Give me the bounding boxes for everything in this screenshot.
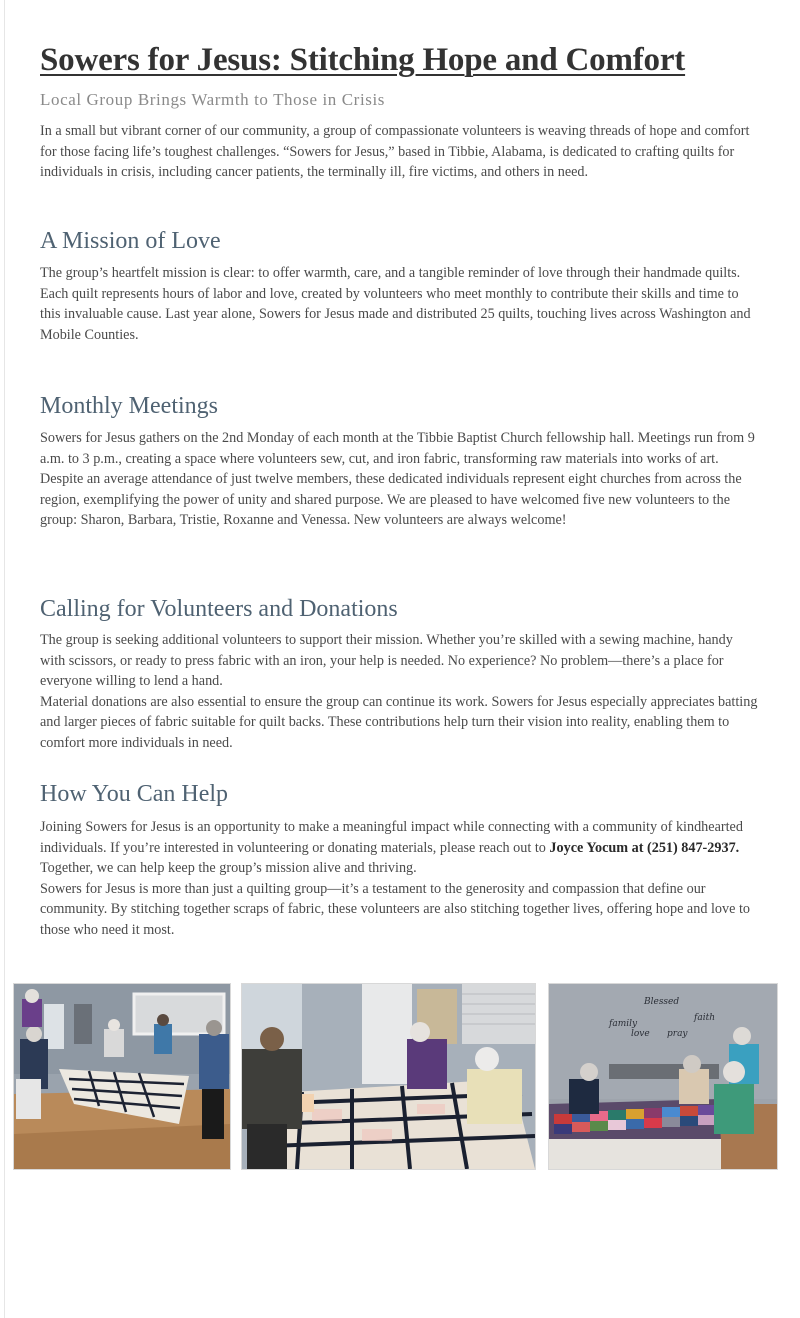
photo-illustration bbox=[549, 984, 777, 1169]
section-body-volunteers bbox=[40, 630, 760, 754]
intro-text: In a small but vibrant corner of our community, a group of compassionate volunteers is weaving threads of hope and comfort for those facing life’s toughest challenges. “Sowers for Jesus,” based in Tibbie, Alabama, is dedicated to crafting quilts for individuals in crisis, including cancer patients, the terminally ill, fire victims, and others in need. bbox=[40, 123, 750, 181]
paragraph: Material donations are also essential to ensure the group can continue its work. Sowers for Jesus especially appreciates batting and larger pieces of fabric suitable for quilt backs. These contributions help turn their vision into reality, enabling them to comfort more individuals in need. bbox=[40, 693, 758, 751]
section-body-help bbox=[40, 817, 760, 941]
paragraph: Sowers for Jesus is more than just a quilting group—it’s a testament to the generosity and compassion that define our community. By stitching together scraps of fabric, these volunteers are also stitching together lives, offering hope and love to those who need it most. bbox=[40, 880, 750, 938]
paragraph bbox=[40, 817, 760, 879]
paragraph: The group’s heartfelt mission is clear: to offer warmth, care, and a tangible reminder of love through their handmade quilts. Each quilt represents hours of labor and love, created by volunteers who meet monthly to contribute their skills and time to this invaluable cause. Last year alone, Sowers for Jesus made and distributed 25 quilts, touching lives across Washington and Mobile Counties. bbox=[40, 265, 751, 343]
paragraph: The group is seeking additional volunteers to support their mission. Whether you’re skilled with a sewing machine, handy with scissors, or ready to press fabric with an iron, your help is needed. No experience? No problem—there’s a place for everyone willing to lend a hand. bbox=[40, 632, 733, 690]
svg-text:Blessed: Blessed bbox=[644, 997, 680, 1007]
intro-paragraph bbox=[40, 121, 760, 183]
svg-text:pray: pray bbox=[667, 1029, 688, 1039]
photo-illustration bbox=[14, 984, 230, 1169]
section-heading-mission: A Mission of Love bbox=[40, 228, 221, 254]
section-body-meetings bbox=[40, 428, 760, 531]
article-subtitle: Local Group Brings Warmth to Those in Crisis bbox=[40, 90, 386, 109]
photo-lattice-quilt bbox=[241, 983, 536, 1170]
svg-text:love: love bbox=[631, 1029, 650, 1039]
photo-patchwork-quilt bbox=[548, 983, 778, 1170]
photo-illustration bbox=[242, 984, 535, 1169]
article-title: Sowers for Jesus: Stitching Hope and Comfort bbox=[40, 42, 686, 78]
paragraph: Sowers for Jesus gathers on the 2nd Monday of each month at the Tibbie Baptist Church fellowship hall. Meetings run from 9 a.m. to 3 p.m., creating a space where volunteers sew, cut, and iron fabric, transforming raw materials into works of art. Despite an average attendance of just twelve members, these dedicated individuals represent eight churches from across the region, exemplifying the power of unity and shared purpose. We are pleased to have welcomed five new volunteers to the group: Sharon, Barbara, Tristie, Roxanne and Venessa. New volunteers are always welcome! bbox=[40, 430, 755, 529]
photo-quilting-table bbox=[13, 983, 231, 1170]
paragraph-text: Joining Sowers for Jesus is an opportunity to make a meaningful impact while connecting with a community of kindhearted individuals. If you’re interested in volunteering or donating materials, please reach out to bbox=[40, 819, 743, 856]
section-heading-help: How You Can Help bbox=[40, 781, 229, 807]
svg-text:faith: faith bbox=[694, 1013, 715, 1023]
section-body-mission bbox=[40, 263, 760, 345]
page-edge bbox=[4, 0, 5, 1318]
svg-text:family: family bbox=[609, 1019, 638, 1029]
paragraph-text: Together, we can help keep the group’s mission alive and thriving. bbox=[40, 860, 417, 877]
section-heading-volunteers: Calling for Volunteers and Donations bbox=[40, 596, 398, 622]
section-heading-meetings: Monthly Meetings bbox=[40, 393, 218, 419]
contact-info: Joyce Yocum at (251) 847-2937. bbox=[549, 839, 740, 856]
